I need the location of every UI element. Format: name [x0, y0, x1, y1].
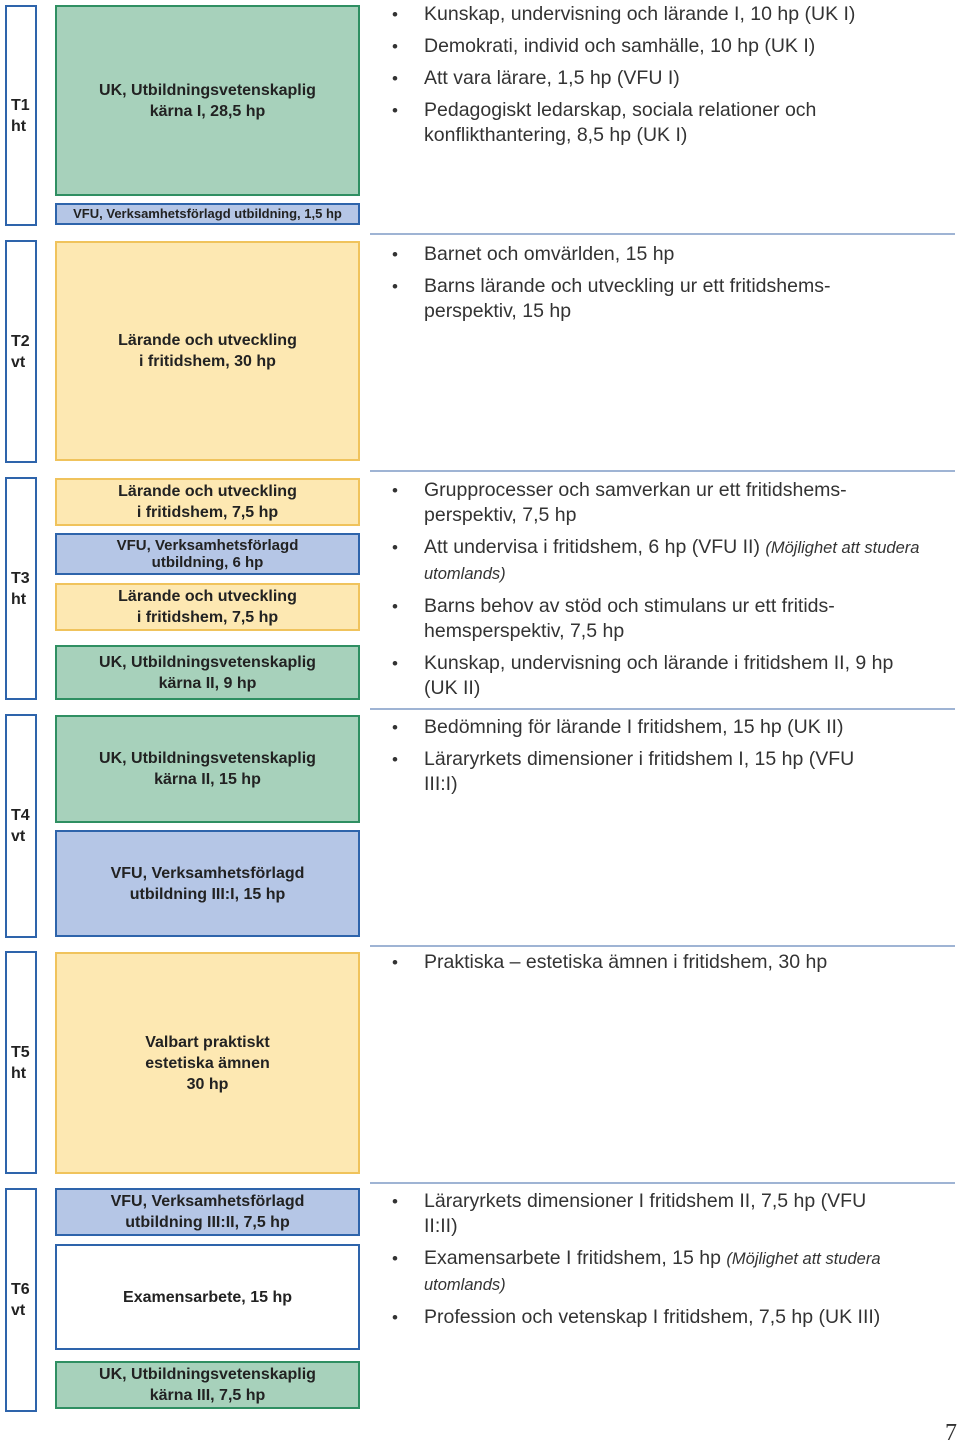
t4-vfu-box: VFU, Verksamhetsförlagd utbildning III:I, 15 hp: [55, 830, 360, 937]
separator-t6: [370, 1182, 955, 1184]
list-item: • Bedömning för lärande I fritidshem, 15 hp (UK II): [392, 715, 952, 740]
list-item: [392, 478, 904, 528]
term-t6-marker: [5, 1188, 37, 1412]
t3-lararande-box-1: Lärande och utveckling i fritidshem, 7,5 hp: [55, 478, 360, 526]
t1-course-list: [392, 2, 952, 148]
list-item: [392, 651, 924, 701]
course-text: Att undervisa i fritidshem, 6 hp (VFU II): [424, 536, 760, 558]
term-t2-marker: [5, 240, 37, 463]
t6-examensarbete-box: Examensarbete, 15 hp: [55, 1244, 360, 1350]
term-t3-label: T3 ht: [11, 569, 30, 608]
list-item: • Att vara lärare, 1,5 hp (VFU I): [392, 66, 952, 91]
list-item: [392, 535, 952, 587]
t6-uk-box: UK, Utbildningsvetenskaplig kärna III, 7,5 hp: [55, 1361, 360, 1409]
term-t2-label: T2 vt: [11, 332, 30, 371]
t4-uk-box: UK, Utbildningsvetenskaplig kärna II, 15 hp: [55, 715, 360, 823]
list-item: • Barnet och omvärlden, 15 hp: [392, 242, 952, 267]
term-t5-marker: [5, 951, 37, 1174]
t2-course-list: [392, 242, 952, 324]
t3-uk-box: UK, Utbildningsvetenskaplig kärna II, 9 hp: [55, 645, 360, 700]
t6-vfu-box: VFU, Verksamhetsförlagd utbildning III:II, 7,5 hp: [55, 1188, 360, 1236]
course-text: Kunskap, undervisning och lärande i fritidshem II, 9 hp (UK II): [424, 652, 894, 699]
list-item: • Profession och vetenskap I fritidshem, 7,5 hp (UK III): [392, 1305, 952, 1330]
t1-uk-box: UK, Utbildningsvetenskaplig kärna I, 28,5 hp: [55, 5, 360, 196]
t2-lararande-box: Lärande och utveckling i fritidshem, 30 hp: [55, 241, 360, 461]
list-item: • Läraryrkets dimensioner I fritidshem II, 7,5 hp (VFU II:II): [392, 1189, 894, 1239]
t3-lararande-box-2: Lärande och utveckling i fritidshem, 7,5 hp: [55, 583, 360, 631]
list-item: • Barns lärande och utveckling ur ett fritidshems-perspektiv, 15 hp: [392, 274, 904, 324]
list-item: • Pedagogiskt ledarskap, sociala relationer och konflikthantering, 8,5 hp (UK I): [392, 98, 894, 148]
study-abroad-note: (Möjlighet att studera utomlands): [424, 539, 920, 583]
term-t4-marker: [5, 714, 37, 938]
separator-t4: [370, 708, 955, 710]
t3-course-list: [392, 478, 952, 701]
list-item: • Praktiska – estetiska ämnen i fritidshem, 30 hp: [392, 950, 952, 975]
list-item: [392, 594, 904, 644]
t5-course-list: [392, 950, 952, 975]
study-abroad-note: (Möjlighet att studera utomlands): [424, 1250, 881, 1294]
t6-course-list: [392, 1189, 952, 1330]
term-t5-label: T5 ht: [11, 1043, 30, 1082]
term-t1-marker: [5, 5, 37, 226]
term-t6-label: T6 vt: [11, 1281, 30, 1319]
term-t1-label: T1 ht: [11, 96, 30, 135]
list-item: • Läraryrkets dimensioner i fritidshem I, 15 hp (VFU III:I): [392, 747, 874, 797]
t3-vfu-box: VFU, Verksamhetsförlagd utbildning, 6 hp: [55, 533, 360, 575]
t5-valbart-box: Valbart praktiskt estetiska ämnen 30 hp: [55, 952, 360, 1174]
separator-t5: [370, 945, 955, 947]
separator-t2: [370, 233, 955, 235]
page-number: 7: [945, 1420, 957, 1446]
course-text: Examensarbete I fritidshem, 15 hp: [424, 1247, 721, 1269]
t4-course-list: [392, 715, 952, 797]
course-text: Barns behov av stöd och stimulans ur ett fritids-hemsperspektiv, 7,5 hp: [424, 595, 835, 642]
t1-vfu-box: VFU, Verksamhetsförlagd utbildning, 1,5 hp: [55, 203, 360, 225]
list-item: • Kunskap, undervisning och lärande I, 10 hp (UK I): [392, 2, 952, 27]
course-text: Grupprocesser och samverkan ur ett fritidshems-perspektiv, 7,5 hp: [424, 479, 847, 526]
list-item: • Demokrati, individ och samhälle, 10 hp (UK I): [392, 34, 952, 59]
separator-t3: [370, 470, 955, 472]
list-item: [392, 1246, 952, 1298]
term-t4-label: T4 vt: [11, 807, 30, 845]
term-t3-marker: [5, 477, 37, 700]
